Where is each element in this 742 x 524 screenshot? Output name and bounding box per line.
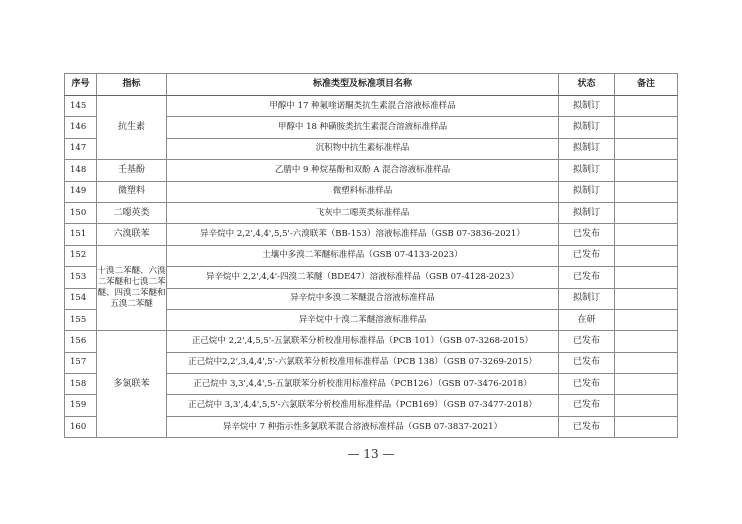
row-status: 已发布: [559, 395, 615, 416]
header-indicator: 指标: [97, 74, 167, 96]
indicator-cell: 抗生素: [97, 96, 167, 160]
row-standard-name: 异辛烷中 2,2',4,4'-四溴二苯醚（BDE47）溶液标准样品（GSB 07-4128-2023）: [167, 267, 559, 288]
row-note: [615, 374, 678, 395]
header-status: 状态: [559, 74, 615, 96]
row-seq: 146: [65, 117, 97, 138]
row-seq: 148: [65, 160, 97, 181]
row-standard-name: 正己烷中 3,3',4,4',5-五氯联苯分析校准用标准样品（PCB126）（GSB 07-3476-2018）: [167, 374, 559, 395]
row-note: [615, 267, 678, 288]
row-standard-name: 异辛烷中 7 种指示性多氯联苯混合溶液标准样品（GSB 07-3837-2021）: [167, 416, 559, 437]
row-status: 已发布: [559, 374, 615, 395]
row-seq: 151: [65, 224, 97, 245]
row-standard-name: 微塑料标准样品: [167, 181, 559, 202]
indicator-cell: 六溴联苯: [97, 224, 167, 245]
row-status: 拟制订: [559, 288, 615, 309]
row-note: [615, 331, 678, 352]
table-row: [65, 245, 678, 266]
row-standard-name: 正己烷中 3,3',4,4',5,5'-六氯联苯分析校准用标准样品（PCB169）（GSB 07-3477-2018）: [167, 395, 559, 416]
row-status: 已发布: [559, 331, 615, 352]
indicator-cell: 壬基酚: [97, 160, 167, 181]
row-note: [615, 138, 678, 159]
row-standard-name: 异辛烷中十溴二苯醚溶液标准样品: [167, 309, 559, 330]
row-note: [615, 117, 678, 138]
row-seq: 156: [65, 331, 97, 352]
row-seq: 153: [65, 267, 97, 288]
indicator-cell: 微塑料: [97, 181, 167, 202]
row-seq: 159: [65, 395, 97, 416]
row-status: 拟制订: [559, 117, 615, 138]
row-seq: 154: [65, 288, 97, 309]
row-status: 已发布: [559, 224, 615, 245]
standards-table: [64, 73, 678, 438]
row-note: [615, 245, 678, 266]
table-row: [65, 224, 678, 245]
row-status: 拟制订: [559, 96, 615, 117]
row-standard-name: 正己烷中2,2',3,4,4',5'-六氯联苯分析校准用标准样品（PCB 138）（GSB 07-3269-2015）: [167, 352, 559, 373]
row-status: 已发布: [559, 416, 615, 437]
row-standard-name: 土壤中多溴二苯醚标准样品（GSB 07-4133-2023）: [167, 245, 559, 266]
row-standard-name: 飞灰中二噁英类标准样品: [167, 202, 559, 223]
page-number: — 13 —: [347, 447, 395, 461]
row-seq: 152: [65, 245, 97, 266]
row-standard-name: 甲醇中 17 种氟喹诺酮类抗生素混合溶液标准样品: [167, 96, 559, 117]
row-seq: 155: [65, 309, 97, 330]
row-status: 在研: [559, 309, 615, 330]
table-row: [65, 331, 678, 352]
row-seq: 145: [65, 96, 97, 117]
header-seq: 序号: [65, 74, 97, 96]
row-note: [615, 224, 678, 245]
row-standard-name: 乙腈中 9 种烷基酚和双酚 A 混合溶液标准样品: [167, 160, 559, 181]
row-status: 拟制订: [559, 160, 615, 181]
row-note: [615, 416, 678, 437]
indicator-cell: 二噁英类: [97, 202, 167, 223]
row-standard-name: 异辛烷中 2,2',4,4',5,5'-六溴联苯（BB-153）溶液标准样品（GSB 07-3836-2021）: [167, 224, 559, 245]
row-standard-name: 甲醇中 18 种磺胺类抗生素混合溶液标准样品: [167, 117, 559, 138]
row-status: 拟制订: [559, 202, 615, 223]
row-note: [615, 160, 678, 181]
row-seq: 160: [65, 416, 97, 437]
indicator-cell: 多氯联苯: [97, 331, 167, 438]
row-standard-name: 沉积物中抗生素标准样品: [167, 138, 559, 159]
row-status: 已发布: [559, 267, 615, 288]
row-standard-name: 异辛烷中多溴二苯醚混合溶液标准样品: [167, 288, 559, 309]
row-seq: 157: [65, 352, 97, 373]
row-note: [615, 395, 678, 416]
header-note: 备注: [615, 74, 678, 96]
row-status: 已发布: [559, 245, 615, 266]
row-status: 已发布: [559, 352, 615, 373]
row-note: [615, 181, 678, 202]
row-standard-name: 正己烷中 2,2',4,5,5'-五氯联苯分析校准用标准样品（PCB 101）（GSB 07-3268-2015）: [167, 331, 559, 352]
row-note: [615, 202, 678, 223]
indicator-cell: 十溴二苯醚、六溴二苯醚和七溴二苯醚、四溴二苯醚和五溴二苯醚: [97, 245, 167, 331]
header-standard-name: 标准类型及标准项目名称: [167, 74, 559, 96]
row-status: 拟制订: [559, 138, 615, 159]
row-note: [615, 96, 678, 117]
row-seq: 158: [65, 374, 97, 395]
row-seq: 149: [65, 181, 97, 202]
table-row: [65, 160, 678, 181]
table-header-row: [65, 74, 678, 96]
row-note: [615, 309, 678, 330]
row-note: [615, 352, 678, 373]
table-row: [65, 181, 678, 202]
row-seq: 147: [65, 138, 97, 159]
table-row: [65, 202, 678, 223]
table-row: [65, 96, 678, 117]
row-status: 拟制订: [559, 181, 615, 202]
row-note: [615, 288, 678, 309]
row-seq: 150: [65, 202, 97, 223]
